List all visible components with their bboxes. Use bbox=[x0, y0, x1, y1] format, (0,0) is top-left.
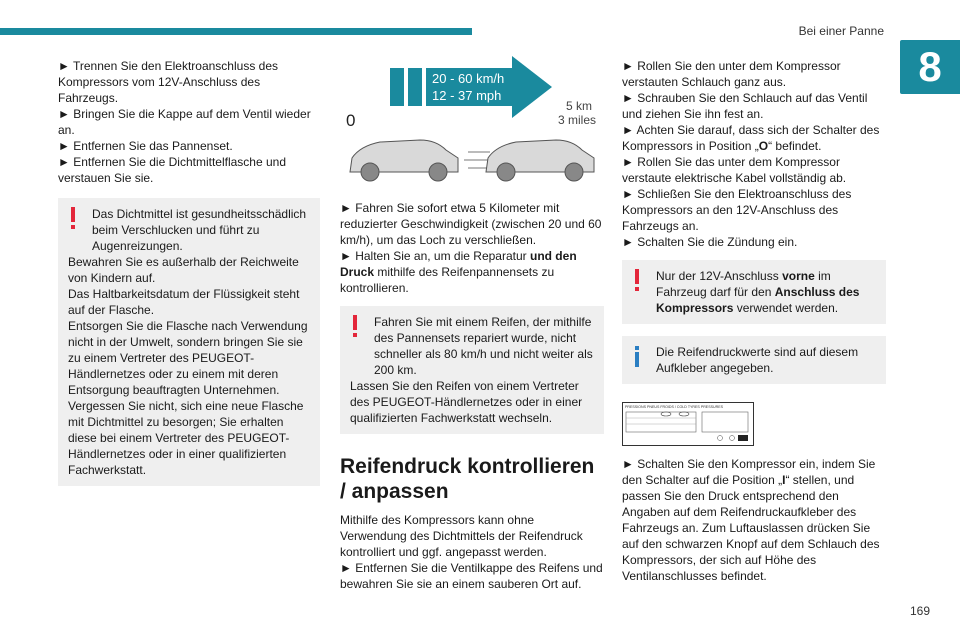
warning-text: Das Haltbarkeitsdatum der Flüssigkeit steht auf der Flasche. bbox=[68, 287, 300, 317]
instruction-step: ► Schließen Sie den Elektroanschluss des Kompressors an den 12V-Anschluss des Fahrzeugs an. bbox=[622, 187, 852, 233]
text-span: im Fahrzeug darf für den bbox=[656, 269, 831, 299]
sticker-svg bbox=[622, 402, 754, 446]
car-icon bbox=[486, 140, 594, 181]
info-box bbox=[622, 336, 886, 384]
warning-text: Entsorgen Sie die Flasche nach Verwendung nicht in der Umwelt, sondern bringen Sie sie zu einem Vertreter des PEUGEOT-Händlernetzes oder zu einem mit deren Entsorgung beauftragten Unternehmen. bbox=[68, 319, 308, 397]
intro-text: Mithilfe des Kompressors kann ohne Verwendung des Dichtmittels der Reifendruck kontrolliert und ggf. angepasst werden. bbox=[340, 513, 583, 559]
section-title: Bei einer Panne bbox=[798, 24, 884, 38]
instruction-step: ► Rollen Sie das unter dem Kompressor verstaute elektrische Kabel vollständig ab. bbox=[622, 155, 847, 185]
instruction-step bbox=[622, 456, 886, 584]
text-span: mithilfe des Reifenpannensets zu kontrollieren. bbox=[340, 265, 555, 295]
sticker-caption: PRESSIONS PNEUS FROIDS / COLD TYRES PRESSURES bbox=[625, 405, 723, 409]
car-icon bbox=[350, 140, 458, 181]
warning-box bbox=[622, 260, 886, 324]
instruction-step: ► Entfernen Sie die Ventilkappe des Reifens und bewahren Sie sie an einem sauberen Ort auf. bbox=[340, 561, 603, 591]
warning-text: Fahren Sie mit einem Reifen, der mithilfe des Pannensets repariert wurde, nicht schneller als 80 km/h und nicht weiter als 200 km. bbox=[374, 315, 593, 377]
speed-distance-illustration bbox=[340, 58, 604, 146]
instruction-step: ► Entfernen Sie die Dichtmittelflasche und verstauen Sie sie. bbox=[58, 155, 286, 185]
speed-arrow-shape bbox=[426, 56, 552, 118]
instruction-step: ► Entfernen Sie das Pannenset. bbox=[58, 139, 233, 153]
text-span: verwendet werden. bbox=[733, 301, 839, 315]
instruction-step: ► Fahren Sie sofort etwa 5 Kilometer mit reduzierter Geschwindigkeit (zwischen 20 und 60 km/h), um das Loch zu verschließen. bbox=[340, 201, 602, 247]
exclamation-icon bbox=[634, 269, 640, 291]
warning-box bbox=[58, 198, 320, 486]
distance-miles-label: 3 miles bbox=[558, 113, 597, 127]
warning-text: Bewahren Sie es außerhalb der Reichweite von Kindern auf. bbox=[68, 255, 299, 285]
arrow-bar bbox=[390, 68, 404, 106]
bold-text: und den Druck bbox=[340, 249, 577, 279]
text-span: ► Achten Sie darauf, dass sich der Schalter des Kompressors in Position „ bbox=[622, 123, 880, 153]
bold-text: vorne bbox=[782, 269, 815, 283]
text-span: Nur der 12V-Anschluss bbox=[656, 269, 783, 283]
text-span: “ befindet. bbox=[768, 139, 822, 153]
instruction-step: ► Schrauben Sie den Schlauch auf das Ventil und ziehen Sie ihn fest an. bbox=[622, 91, 868, 121]
start-distance-label: 0 bbox=[346, 111, 356, 130]
text-span: ► Halten Sie an, um die Reparatur bbox=[340, 249, 530, 263]
column-1 bbox=[58, 58, 320, 486]
instruction-step bbox=[622, 122, 886, 154]
instruction-step: ► Rollen Sie den unter dem Kompressor verstauten Schlauch ganz aus. bbox=[622, 59, 841, 89]
instruction-step: ► Schalten Sie die Zündung ein. bbox=[622, 235, 798, 249]
exclamation-icon bbox=[70, 207, 76, 229]
instruction-step bbox=[340, 248, 604, 296]
distance-km-label: 5 km bbox=[566, 99, 593, 113]
motion-lines bbox=[464, 152, 490, 168]
instruction-step: ► Bringen Sie die Kappe auf dem Ventil wieder an. bbox=[58, 107, 311, 137]
warning-text bbox=[632, 268, 876, 316]
warning-box bbox=[340, 306, 604, 434]
info-text: Die Reifendruckwerte sind auf diesem Aufkleber angegeben. bbox=[656, 345, 859, 375]
exclamation-icon bbox=[352, 315, 358, 337]
bold-text: I bbox=[782, 473, 786, 487]
column-3 bbox=[622, 58, 886, 584]
column-2 bbox=[340, 58, 604, 592]
chapter-badge: 8 bbox=[900, 40, 960, 94]
warning-text: Lassen Sie den Reifen von einem Vertreter des PEUGEOT-Händlernetzes oder in einer qualifizierten Fachwerkstatt wechseln. bbox=[350, 379, 583, 425]
text-span: “ stellen, und passen Sie den Druck entsprechend den Angaben auf dem Reifendruckaufkleber des Fahrzeugs an. Zum Luftauslassen drücken Sie auf den schwarzen Knopf auf dem Schlauch des Kompressors, der sich auf Höhe des Ventilanschlusses befindet. bbox=[622, 473, 880, 583]
warning-text: Das Dichtmittel ist gesundheitsschädlich beim Verschlucken und führt zu Augenreizungen. bbox=[92, 207, 307, 253]
bold-text: Anschluss des Kompressors bbox=[656, 285, 860, 315]
warning-text: Vergessen Sie nicht, sich eine neue Flasche mit Dichtmittel zu besorgen; Sie erhalten diese bei einem Vertreter des PEUGEOT-Händlernetzes oder in einer qualifizierten Fachwerkstatt. bbox=[68, 399, 304, 477]
bold-text: O bbox=[758, 139, 769, 153]
speed-mph-label: 12 - 37 mph bbox=[432, 88, 502, 103]
arrow-bar bbox=[408, 68, 422, 106]
section-heading: Reifendruck kontrollieren / anpassen bbox=[340, 455, 595, 503]
speed-kmh-label: 20 - 60 km/h bbox=[432, 71, 505, 86]
info-icon bbox=[634, 346, 640, 368]
instruction-step: ► Trennen Sie den Elektroanschluss des Kompressors vom 12V-Anschluss des Fahrzeugs. bbox=[58, 59, 279, 105]
text-span: ► Schalten Sie den Kompressor ein, indem Sie den Schalter auf die Position „ bbox=[622, 457, 876, 487]
speed-illustration-svg bbox=[340, 54, 604, 184]
tyre-pressure-sticker bbox=[622, 402, 754, 446]
page-number: 169 bbox=[909, 604, 930, 618]
header-accent-bar bbox=[0, 28, 472, 35]
